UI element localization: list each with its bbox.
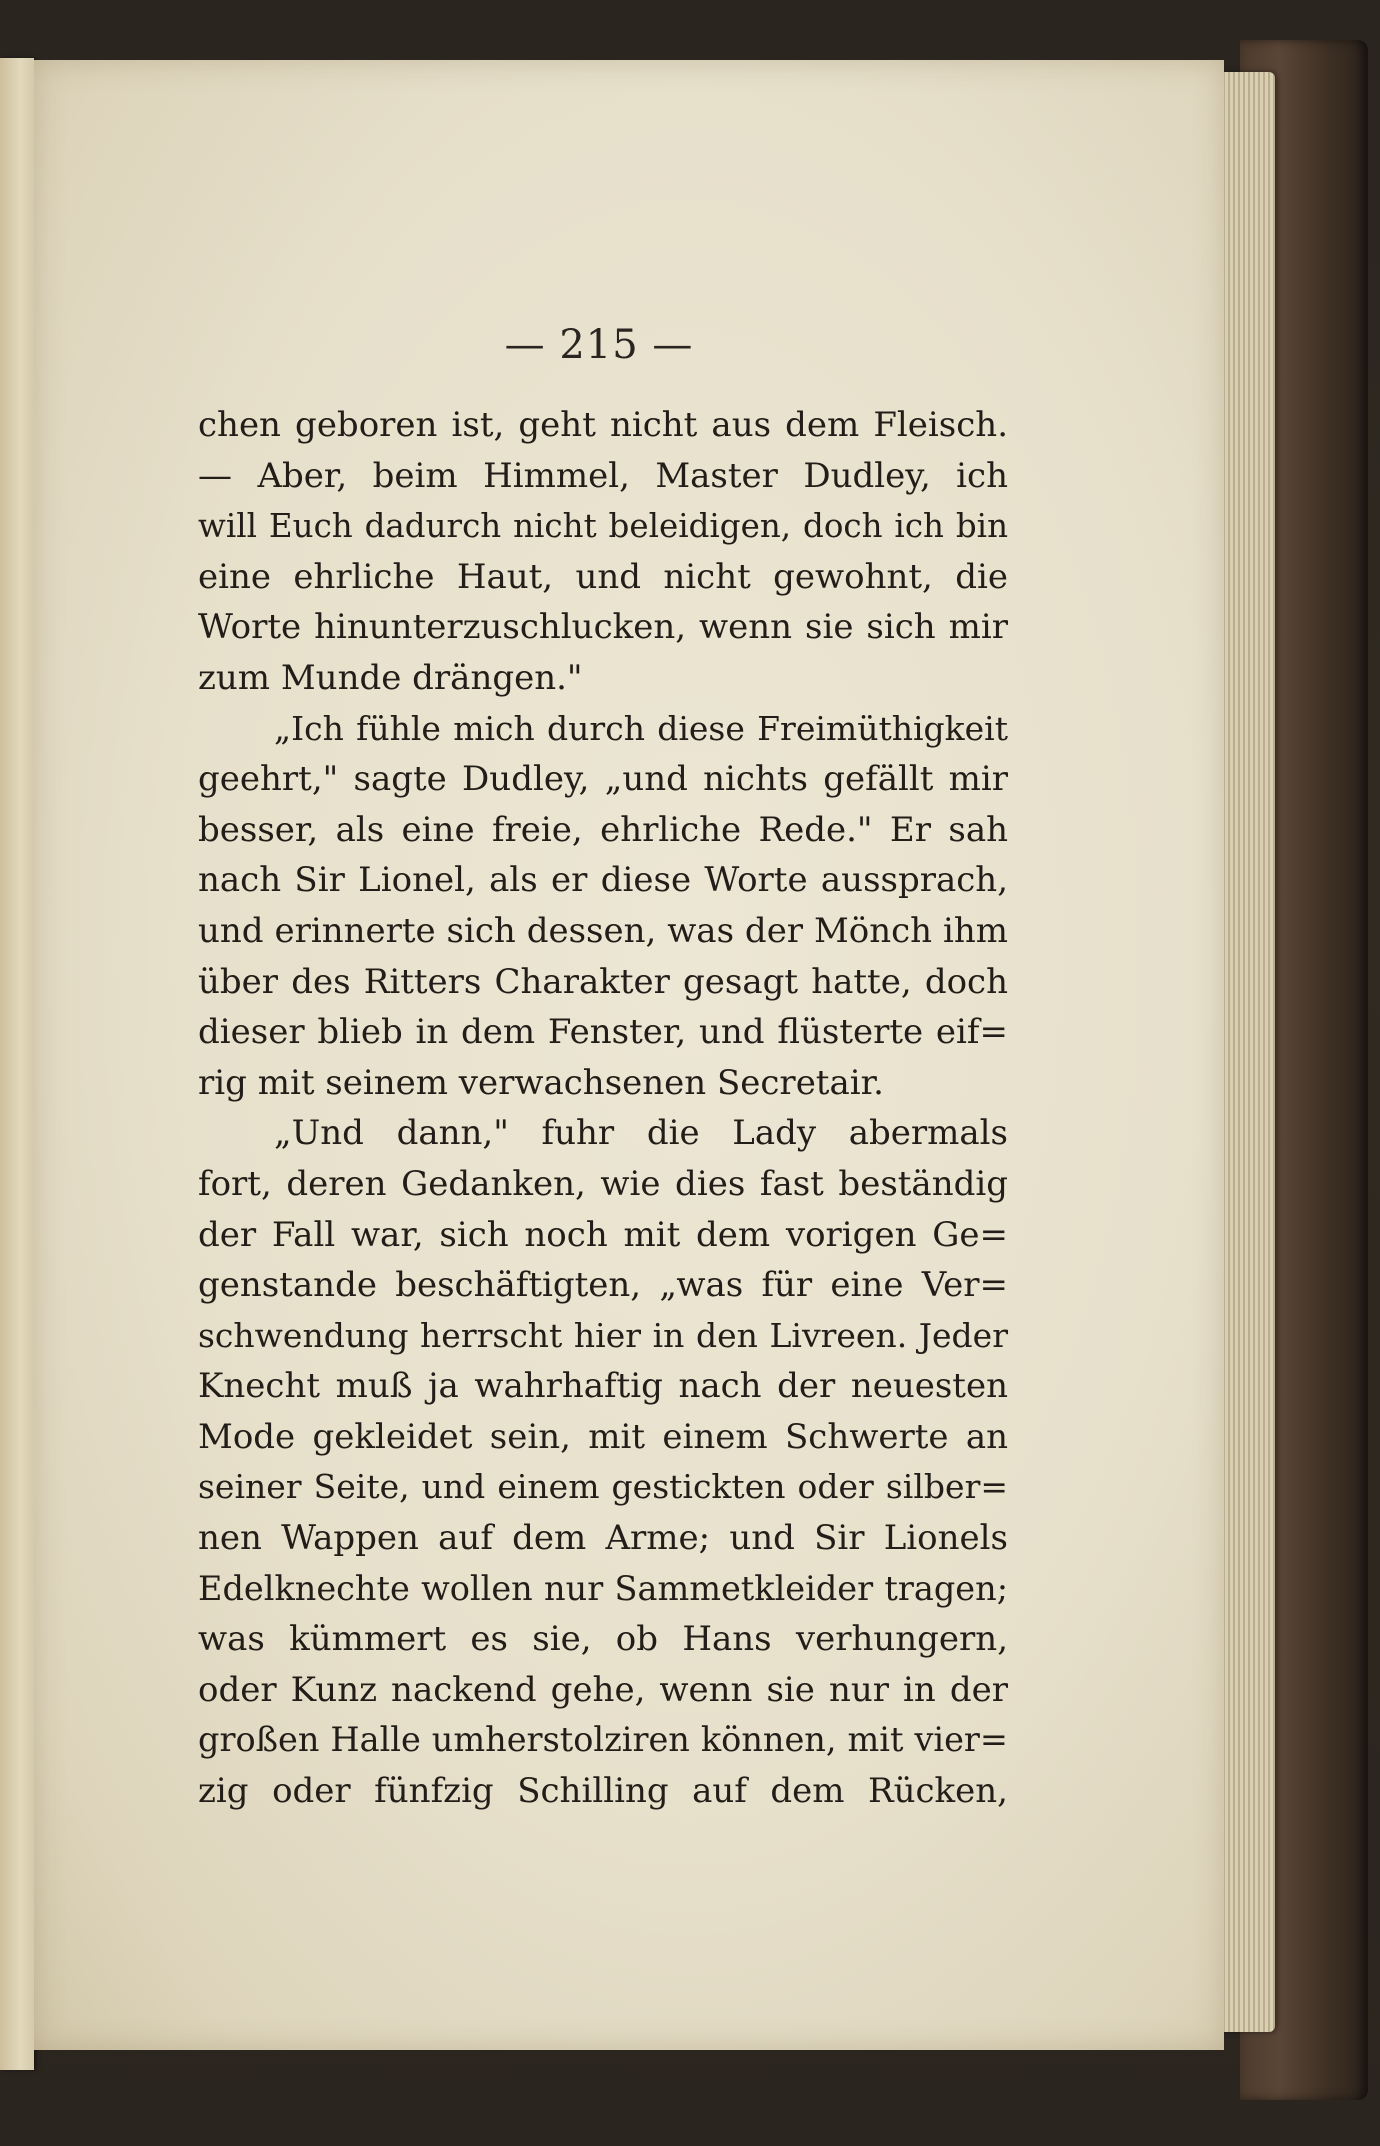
text-line: seiner Seite, und einem gestickten oder silber=	[198, 1467, 1008, 1507]
page-number: — 215 —	[504, 322, 694, 368]
text-line: nen Wappen auf dem Arme; und Sir Lionels	[198, 1518, 1008, 1559]
text-line: Mode gekleidet sein, mit einem Schwerte an	[198, 1416, 1008, 1457]
text-line: nach Sir Lionel, als er diese Worte aussprach,	[198, 860, 1008, 901]
text-line: Edelknechte wollen nur Sammetkleider tragen;	[198, 1568, 1008, 1608]
text-line: schwendung herrscht hier in den Livreen. Jeder	[198, 1315, 1008, 1355]
text-line: chen geboren ist, geht nicht aus dem Fleisch.	[198, 405, 1008, 445]
book-page	[34, 60, 1224, 2050]
text-block	[198, 400, 1008, 1817]
text-line: zig oder fünfzig Schilling auf dem Rücken,	[198, 1771, 1008, 1812]
text-line: „Und dann," fuhr die Lady abermals	[274, 1113, 1008, 1154]
text-line: was kümmert es sie, ob Hans verhungern,	[198, 1619, 1008, 1660]
text-line: „Ich fühle mich durch diese Freimüthigkeit	[274, 708, 1008, 748]
text-line: oder Kunz nackend gehe, wenn sie nur in der	[198, 1669, 1008, 1710]
page-edges	[1215, 72, 1275, 2032]
text-line: über des Ritters Charakter gesagt hatte, doch	[198, 961, 1008, 1002]
text-line: genstande beschäftigten, „was für eine Ver=	[198, 1265, 1008, 1306]
text-line: Knecht muß ja wahrhaftig nach der neuesten	[198, 1366, 1008, 1407]
text-line: zum Munde drängen."	[198, 657, 583, 698]
text-line: dieser blieb in dem Fenster, und flüsterte eif=	[198, 1012, 1008, 1053]
text-line: — Aber, beim Himmel, Master Dudley, ich	[198, 455, 1008, 496]
text-line: großen Halle umherstolziren können, mit vier=	[198, 1720, 1008, 1760]
text-line: fort, deren Gedanken, wie dies fast beständig	[198, 1163, 1008, 1204]
left-page-edge	[0, 58, 34, 2070]
text-line: Worte hinunterzuschlucken, wenn sie sich mir	[198, 607, 1008, 648]
text-line: rig mit seinem verwachsenen Secretair.	[198, 1062, 884, 1103]
text-line: geehrt," sagte Dudley, „und nichts gefällt mir	[198, 759, 1008, 800]
text-line: der Fall war, sich noch mit dem vorigen Ge=	[198, 1214, 1008, 1255]
text-line: und erinnerte sich dessen, was der Mönch ihm	[198, 910, 1008, 951]
text-line: will Euch dadurch nicht beleidigen, doch ich bin	[198, 507, 1008, 546]
text-line: eine ehrliche Haut, und nicht gewohnt, die	[198, 556, 1008, 597]
text-line: besser, als eine freie, ehrliche Rede." Er sah	[198, 809, 1008, 850]
